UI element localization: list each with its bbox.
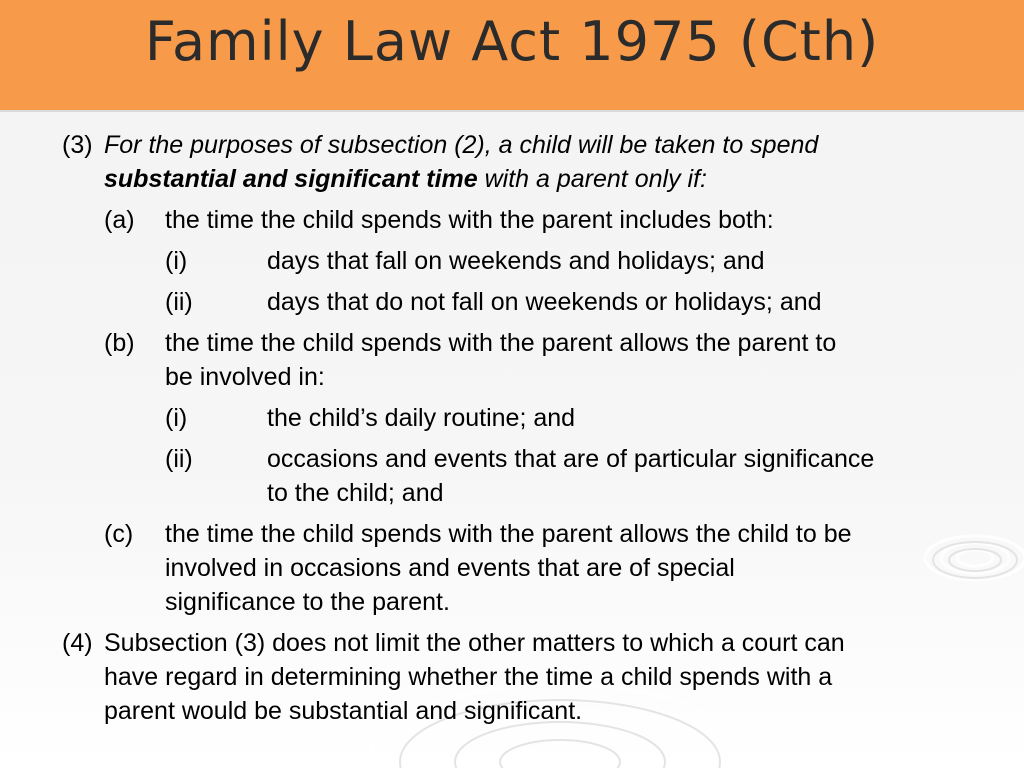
para-c-label: (c) bbox=[104, 520, 134, 548]
subsection-3-text-line2-rest: with a parent only if: bbox=[477, 165, 707, 193]
subsection-3-text-line2 bbox=[104, 164, 707, 194]
para-c-text-line3: significance to the parent. bbox=[165, 588, 450, 616]
subsection-4-text-line3: parent would be substantial and significant. bbox=[104, 697, 583, 725]
subsection-3-number: (3) bbox=[62, 131, 93, 159]
para-a-i-label: (i) bbox=[165, 247, 188, 275]
para-a-ii-text: days that do not fall on weekends or holidays; and bbox=[267, 288, 822, 316]
para-a-text: the time the child spends with the parent includes both: bbox=[165, 206, 774, 234]
bold-phrase: substantial and significant time bbox=[104, 165, 478, 193]
para-c-text-line1: the time the child spends with the parent allows the child to be bbox=[165, 520, 852, 548]
para-a-i-text: days that fall on weekends and holidays; and bbox=[267, 247, 765, 275]
slide-title: Family Law Act 1975 (Cth) bbox=[144, 10, 880, 73]
para-a-label: (a) bbox=[104, 206, 135, 234]
para-b-label: (b) bbox=[104, 329, 135, 357]
para-b-ii-text-line2: to the child; and bbox=[267, 479, 444, 507]
para-b-text-line2: be involved in: bbox=[165, 363, 325, 391]
para-c-text-line2: involved in occasions and events that are of special bbox=[165, 554, 735, 582]
para-b-ii-text-line1: occasions and events that are of particular significance bbox=[267, 445, 875, 473]
subsection-4-text-line1: Subsection (3) does not limit the other matters to which a court can bbox=[104, 629, 845, 657]
para-b-ii-label: (ii) bbox=[165, 445, 193, 473]
para-b-i-label: (i) bbox=[165, 404, 188, 432]
subsection-4-text-line2: have regard in determining whether the time a child spends with a bbox=[104, 663, 833, 691]
para-a-ii-label: (ii) bbox=[165, 288, 193, 316]
para-b-text-line1: the time the child spends with the parent allows the parent to bbox=[165, 329, 837, 357]
subsection-4-number: (4) bbox=[62, 629, 93, 657]
para-b-i-text: the child’s daily routine; and bbox=[267, 404, 576, 432]
subsection-3-text-line1: For the purposes of subsection (2), a child will be taken to spend bbox=[104, 131, 819, 159]
